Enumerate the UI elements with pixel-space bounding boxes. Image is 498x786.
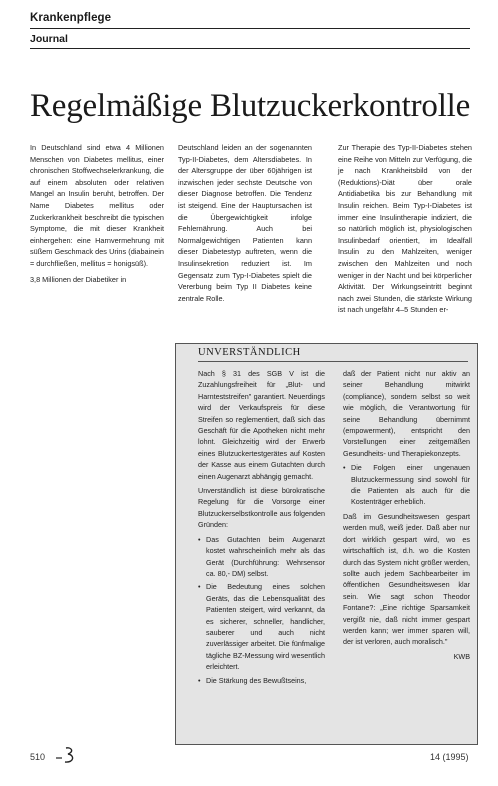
sub-rule	[30, 48, 470, 49]
box-bullet: • Die Stärkung des Bewußtseins,	[206, 675, 325, 686]
author-signature: KWB	[453, 651, 470, 661]
top-rule	[30, 28, 470, 29]
box-column-left	[198, 368, 325, 689]
article-column-1	[30, 142, 164, 289]
page-number: 510	[30, 752, 46, 762]
section-heading: Krankenpflege	[30, 12, 112, 24]
paragraph: Deutschland leiden an der sogenannten Typ-II-Diabetes, dem Altersdiabetes. In der Altersgruppe der über 60jährigen ist inzwischen jeder sechste Deutsche von dieser Diagnose betroffen. Die Tendenz ist steigend. Eine der Hauptursachen ist die Übergewichtigkeit infolge Fehlernährung. Auch bei Normalgewichtigen Patienten kann dieser Diabetestyp auftreten, wenn die Insulinsekretion reduziert ist. Im Gegensatz zum Typ-I-Diabetes spielt die Vererbung beim Typ II Diabetes keine zentrale Rolle.	[178, 143, 312, 303]
box-title-rule	[198, 361, 468, 362]
handwritten-mark-icon	[52, 744, 80, 766]
box-column-right	[343, 368, 470, 662]
box-bullet-list	[343, 462, 470, 508]
article-column-2	[178, 142, 312, 308]
article-column-3	[338, 142, 472, 320]
paragraph: Zur Therapie des Typ-II-Diabetes stehen eine Reihe von Mitteln zur Verfügung, die je nach Krankheitsbild von der (Reduktions)-Diät über orale Antidiabetika bis zur Behandlung mit Insulin reichen. Beim Typ-I-Diabetes ist immer eine Insulintherapie indiziert, die so natürlich möglich ist, physiologischen Insulinbedarf orientiert, im Idealfall Insulin zu den Mahlzeiten, weniger zwischen den Mahlzeiten und noch weniger in der Nacht und bei körperlicher Aktivität. Der Wirkungseintritt beginnt nach zwei Stunden, die stärkste Wirkung ist nach ungefähr 4–5 Stunden er-	[338, 143, 472, 315]
paragraph: In Deutschland sind etwa 4 Millionen Menschen von Diabetes mellitus, einer chronischen Stoffwechselerkrankung, die auf einem absoluten oder relativen Mangel an Insulin beruht, betroffen. Der Name Diabetes mellitus oder Zuckerkrankheit beschreibt die typischen Symptome, die mit dieser Krankheit einhergehen: eine Harnvermehrung mit süßem Geschmack des Urins (diabainein = durchfließen, mellitus = honigsüß).	[30, 143, 164, 268]
box-bullet-list	[198, 534, 325, 686]
box-title: UNVERSTÄNDLICH	[198, 347, 301, 358]
box-bullet: • Das Gutachten beim Augenarzt kostet wahrscheinlich mehr als das Gerät (Durchführung: Wehrsensor ca. 80,- DM) selbst.	[206, 534, 325, 580]
box-paragraph: Nach § 31 des SGB V ist die Zuzahlungsfreiheit für „Blut- und Harnteststreifen" garantiert. Neuerdings wird der Verkaufspreis für diese Streifen so reglementiert, daß sich das Geschäft für die Apotheken nicht mehr lohnt. Gleichzeitig wird der Erwerb eines Blutzuckertestgerätes auf Kosten der Kasse aus einem Gutachten durch einen Augenarzt abhängig gemacht.	[198, 369, 325, 481]
subsection-heading: Journal	[30, 33, 68, 45]
box-bullet: • Die Folgen einer ungenauen Blutzuckermessung sind sowohl für die Patienten als auch für die Kostenträger erheblich.	[351, 462, 470, 508]
issue-info: 14 (1995)	[430, 752, 469, 762]
box-bullet: • Die Bedeutung eines solchen Geräts, das die Lebensqualität des Patienten steigert, wird verkannt, da es sicherer, schneller, handlicher, sauberer und auch nicht zuverlässiger arbeitet. Die fünfmalige tägliche BZ-Messung wird wesentlich erleichtert.	[206, 581, 325, 672]
box-paragraph: Unverständlich ist diese bürokratische Regelung für die Vorsorge einer Blutzuckerselbstkontrolle aus folgenden Gründen:	[198, 486, 325, 530]
article-title: Regelmäßige Blutzuckerkontrolle	[30, 88, 471, 125]
paragraph: 3,8 Millionen der Diabetiker in	[30, 274, 127, 284]
box-paragraph: Daß im Gesundheitswesen gespart werden muß, weiß jeder. Daß aber nur dort wirklich gespart wird, wo es wirtschaftlich ist, d.h. wo die Kosten durch das System nicht größer werden, sollte auch jedem Sachbearbeiter im öffentlichen Gesundheitswesen klar sein. Wie sagt schon Theodor Fontane?: „Eine richtige Sparsamkeit vergißt nie, daß nicht immer gespart werden kann; wer immer sparen will, der ist verloren, auch moralisch."	[343, 511, 470, 647]
box-paragraph: daß der Patient nicht nur aktiv an seiner Behandlung mitwirkt (compliance), sondern selbst so weit wie möglich, die Verantwortung für seine Behandlung übernimmt (empowerment), entspricht den Vorstellungen einer zeitgemäßen Gesundheits- und Therapiekonzepts.	[343, 369, 470, 458]
